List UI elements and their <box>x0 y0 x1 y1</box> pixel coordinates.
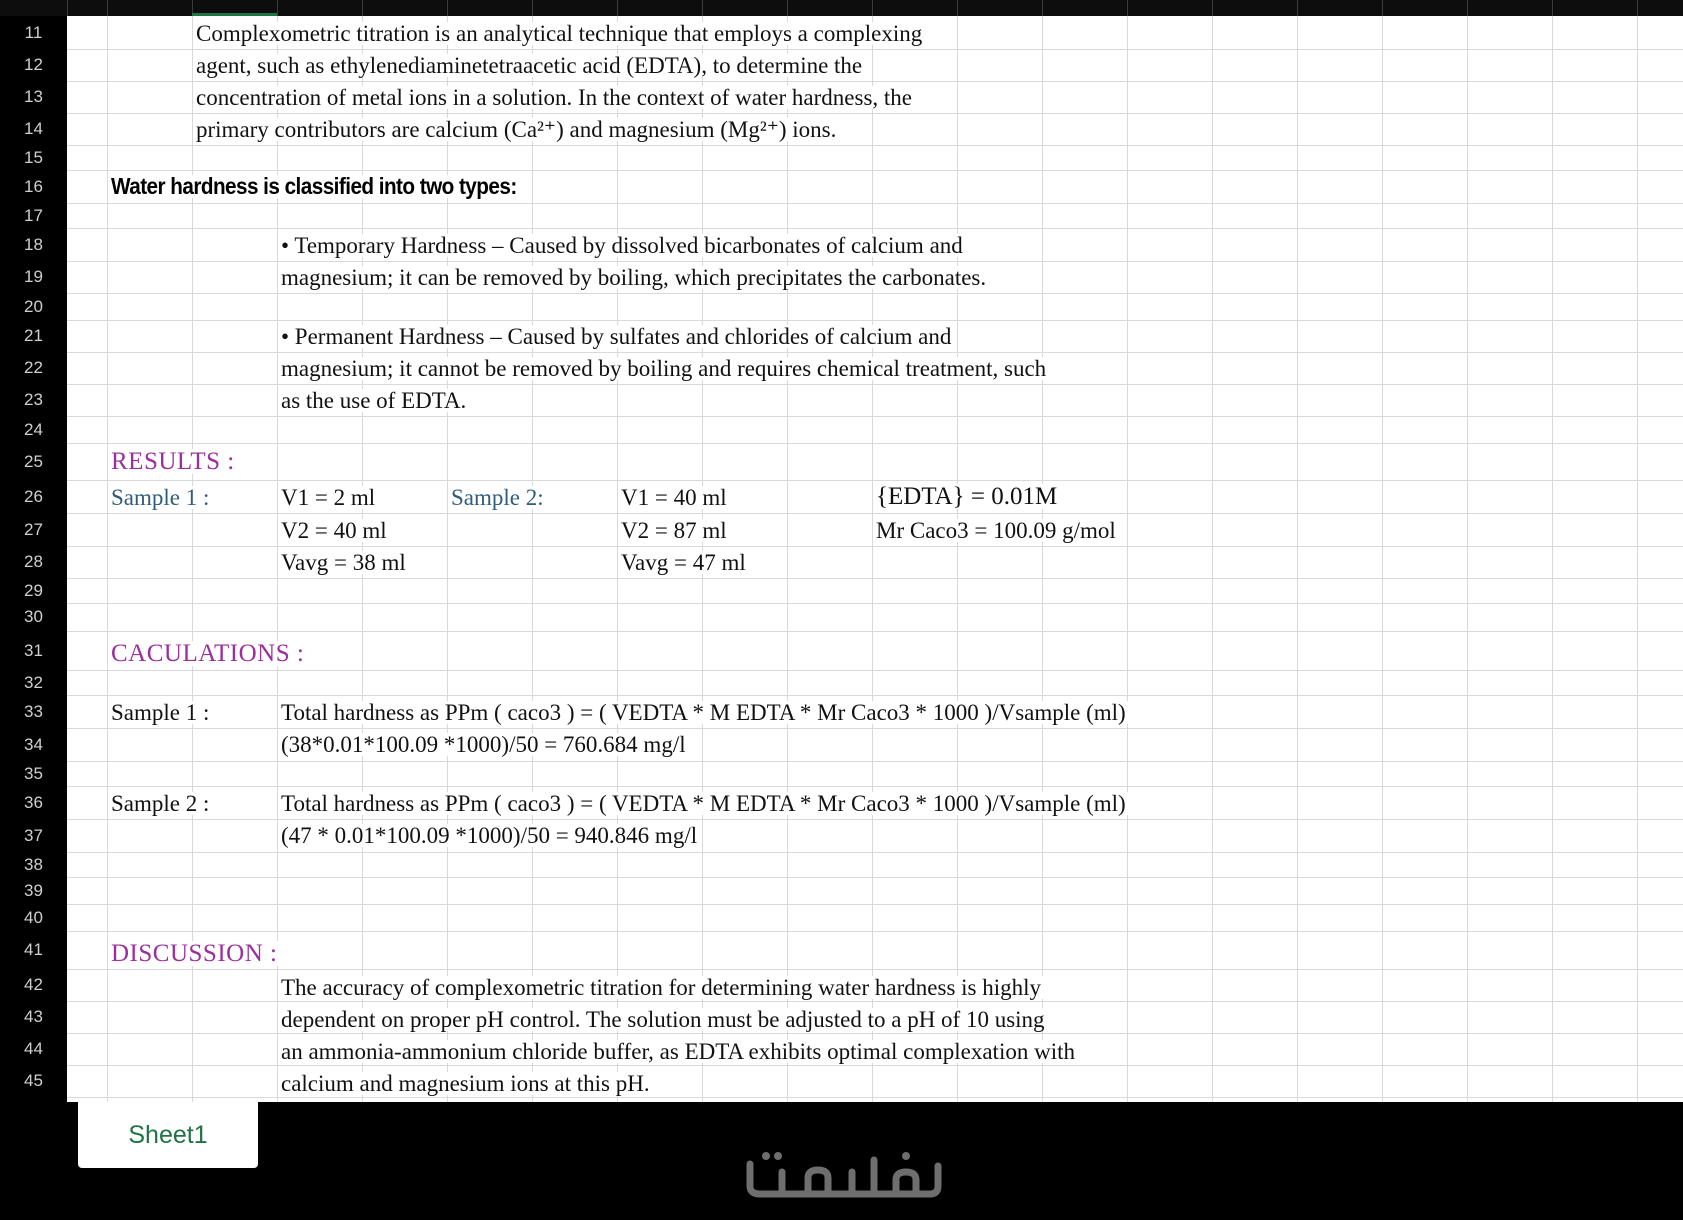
row-number[interactable]: 13 <box>24 87 43 106</box>
intro-line-4[interactable]: primary contributors are calcium (Ca²⁺) and magnesium (Mg²⁺) ions. <box>196 117 837 142</box>
permanent-hardness-line-2[interactable]: magnesium; it cannot be removed by boiling and requires chemical treatment, such <box>281 356 1047 381</box>
temporary-hardness-line-1[interactable]: • Temporary Hardness – Caused by dissolved bicarbonates of calcium and <box>281 233 963 258</box>
calc-sample1-result[interactable]: (38*0.01*100.09 *1000)/50 = 760.684 mg/l <box>281 732 686 757</box>
results-sample1-v1[interactable]: V1 = 2 ml <box>281 485 376 510</box>
results-sample2-label[interactable]: Sample 2: <box>451 485 544 510</box>
permanent-hardness-line-3[interactable]: as the use of EDTA. <box>281 388 467 413</box>
sheet-tab-bar <box>0 1102 1683 1220</box>
results-sample2-v1[interactable]: V1 = 40 ml <box>621 485 727 510</box>
row-number[interactable]: 28 <box>24 552 43 571</box>
sheet-tab-label: Sheet1 <box>128 1120 208 1149</box>
row-number[interactable]: 20 <box>24 296 43 316</box>
row-number[interactable]: 36 <box>24 792 43 812</box>
edta-concentration[interactable]: {EDTA} = 0.01M <box>876 483 1058 510</box>
row-number[interactable]: 34 <box>24 734 43 754</box>
row-number[interactable]: 42 <box>24 975 43 994</box>
results-heading[interactable]: RESULTS : <box>111 448 235 475</box>
permanent-hardness-line-1[interactable]: • Permanent Hardness – Caused by sulfates and chlorides of calcium and <box>281 324 952 349</box>
row-number[interactable]: 39 <box>24 880 43 900</box>
results-sample2-vavg[interactable]: Vavg = 47 ml <box>621 550 746 575</box>
calc-sample2-formula[interactable]: Total hardness as PPm ( caco3 ) = ( VEDTA * M EDTA * Mr Caco3 * 1000 )/Vsample (ml) <box>281 791 1126 816</box>
row-number[interactable]: 35 <box>24 763 43 783</box>
calc-sample2-label[interactable]: Sample 2 : <box>111 791 210 816</box>
intro-line-2[interactable]: agent, such as ethylenediaminetetraacetic acid (EDTA), to determine the <box>196 53 863 78</box>
row-number[interactable]: 17 <box>24 205 43 225</box>
row-number[interactable]: 22 <box>24 358 43 377</box>
row-number[interactable]: 23 <box>24 390 43 409</box>
row-number[interactable]: 11 <box>24 22 43 42</box>
discussion-line-4[interactable]: calcium and magnesium ions at this pH. <box>281 1071 650 1096</box>
row-number[interactable]: 16 <box>24 176 43 196</box>
row-header <box>0 16 67 1102</box>
row-number[interactable]: 40 <box>24 907 43 927</box>
column-header-strip <box>0 0 1683 16</box>
watermark-logo-icon <box>740 1142 945 1202</box>
row-number[interactable]: 24 <box>24 419 43 439</box>
row-number[interactable]: 14 <box>24 119 43 138</box>
sheet-tab-sheet1[interactable] <box>78 1102 258 1168</box>
row-number[interactable]: 12 <box>24 55 43 74</box>
row-number[interactable]: 27 <box>24 519 43 539</box>
types-heading[interactable]: Water hardness is classified into two types: <box>111 173 517 199</box>
row-number[interactable]: 37 <box>24 825 43 845</box>
mr-caco3[interactable]: Mr Caco3 = 100.09 g/mol <box>876 518 1116 543</box>
row-number[interactable]: 32 <box>24 672 43 692</box>
row-number[interactable]: 19 <box>24 267 43 286</box>
row-number[interactable]: 31 <box>24 640 43 660</box>
intro-line-3[interactable]: concentration of metal ions in a solution. In the context of water hardness, the <box>196 85 912 110</box>
temporary-hardness-line-2[interactable]: magnesium; it can be removed by boiling, which precipitates the carbonates. <box>281 265 987 290</box>
row-number[interactable]: 38 <box>24 854 43 874</box>
row-number[interactable]: 33 <box>24 701 43 721</box>
row-number[interactable]: 43 <box>24 1007 43 1026</box>
results-sample2-v2[interactable]: V2 = 87 ml <box>621 518 727 543</box>
row-number[interactable]: 44 <box>24 1039 43 1058</box>
results-sample1-vavg[interactable]: Vavg = 38 ml <box>281 550 406 575</box>
row-number[interactable]: 45 <box>24 1071 43 1090</box>
calculations-heading[interactable]: CACULATIONS : <box>111 640 305 667</box>
row-number[interactable]: 30 <box>24 607 43 626</box>
results-sample1-v2[interactable]: V2 = 40 ml <box>281 518 387 543</box>
row-number[interactable]: 29 <box>24 580 43 600</box>
calc-sample2-result[interactable]: (47 * 0.01*100.09 *1000)/50 = 940.846 mg/l <box>281 823 698 848</box>
row-number[interactable]: 18 <box>24 234 43 254</box>
discussion-line-2[interactable]: dependent on proper pH control. The solution must be adjusted to a pH of 10 using <box>281 1007 1045 1032</box>
row-number[interactable]: 25 <box>24 451 43 471</box>
calc-sample1-formula[interactable]: Total hardness as PPm ( caco3 ) = ( VEDTA * M EDTA * Mr Caco3 * 1000 )/Vsample (ml) <box>281 700 1126 725</box>
intro-line-1[interactable]: Complexometric titration is an analytical technique that employs a complexing <box>196 21 923 46</box>
row-number[interactable]: 41 <box>24 940 43 959</box>
results-sample1-label[interactable]: Sample 1 : <box>111 485 210 510</box>
row-number[interactable]: 26 <box>24 486 43 506</box>
row-number[interactable]: 21 <box>24 326 43 345</box>
calc-sample1-label[interactable]: Sample 1 : <box>111 700 210 725</box>
discussion-heading[interactable]: DISCUSSION : <box>111 940 278 967</box>
discussion-line-1[interactable]: The accuracy of complexometric titration for determining water hardness is highly <box>281 975 1042 1000</box>
row-number[interactable]: 15 <box>24 147 43 167</box>
discussion-line-3[interactable]: an ammonia-ammonium chloride buffer, as EDTA exhibits optimal complexation with <box>281 1039 1075 1064</box>
worksheet-grid[interactable] <box>67 16 1683 1102</box>
